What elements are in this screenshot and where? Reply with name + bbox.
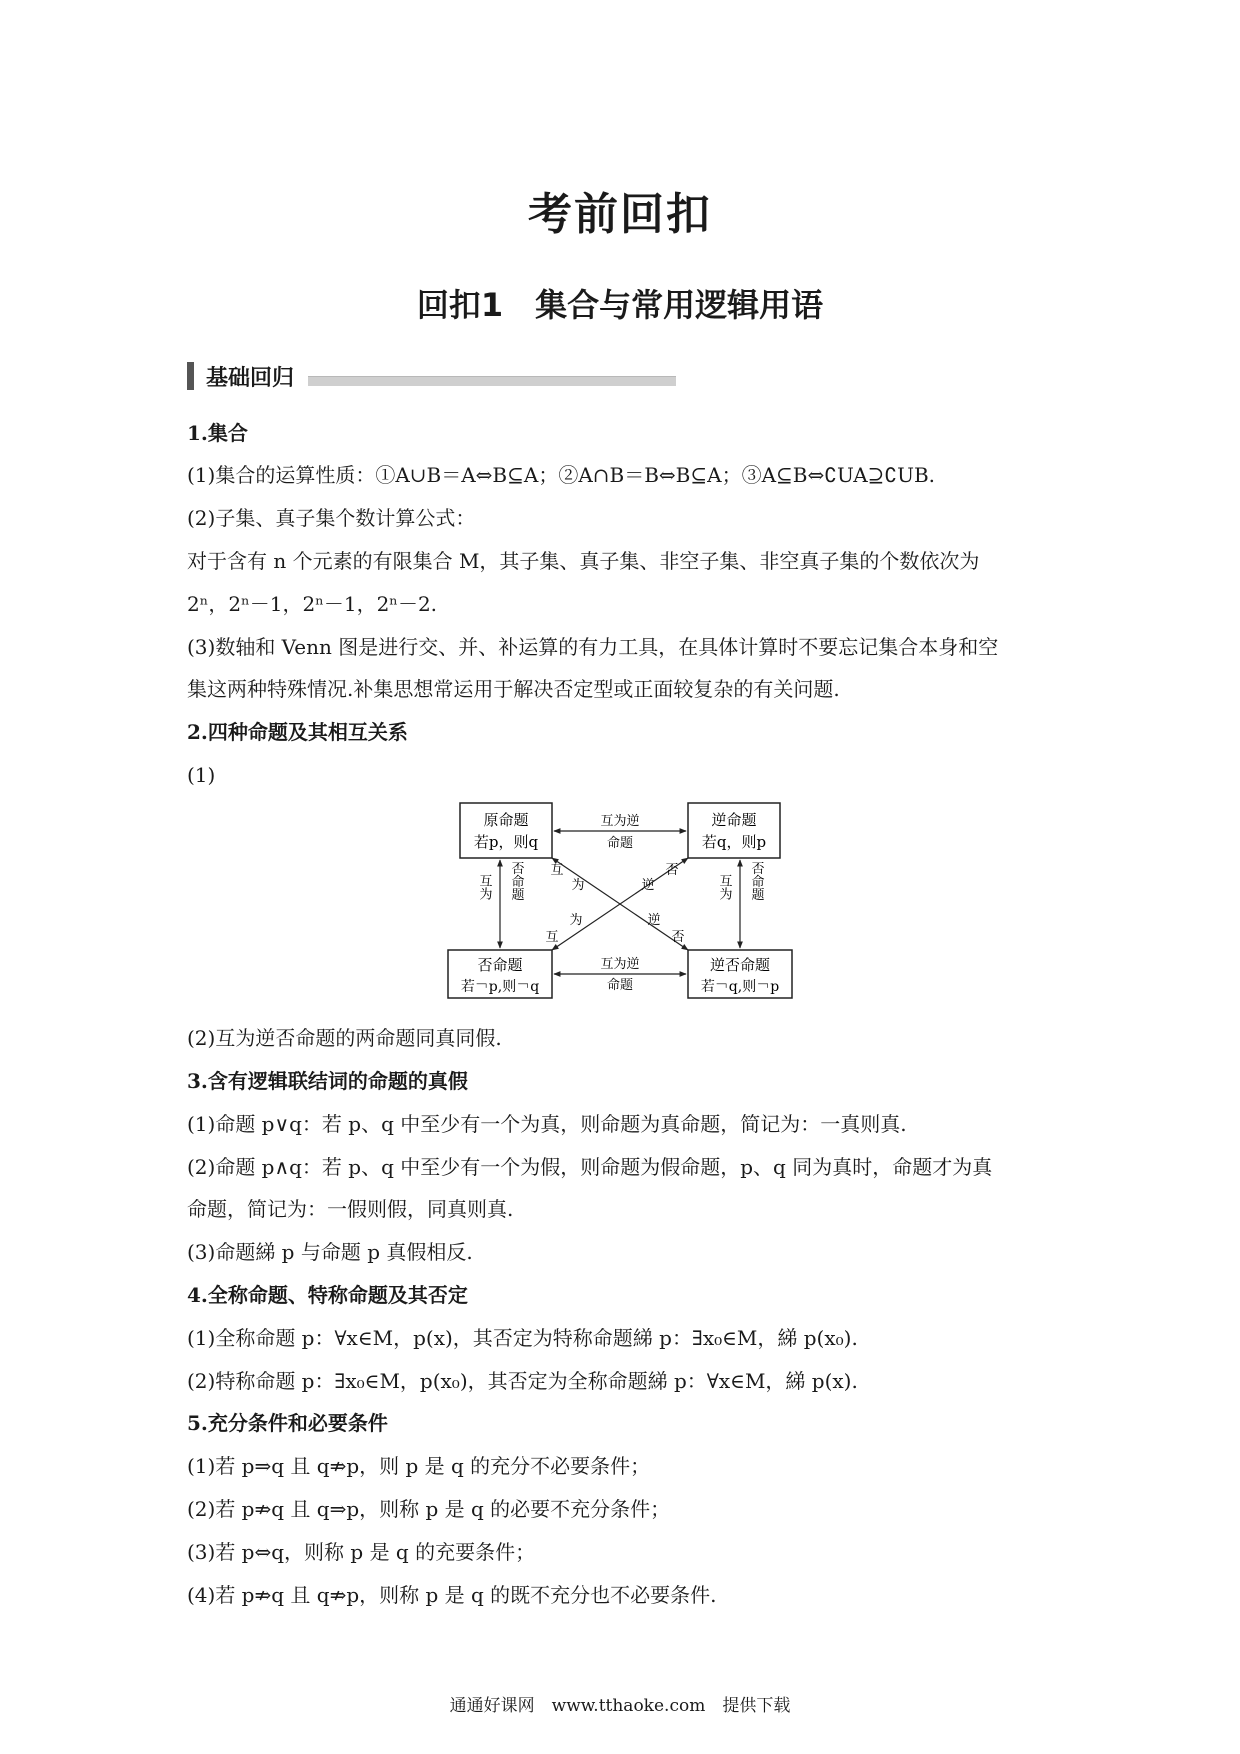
chapter-subtitle: 回扣1 集合与常用逻辑用语 [416, 286, 824, 324]
bottom-label-2: 命题 [606, 978, 634, 993]
right-inner-label: 否命题 [748, 861, 764, 901]
diag-upper-2: 为 [571, 878, 585, 893]
text-line: (3)数轴和 Venn 图是进行交、并、补运算的有力工具，在具体计算时不要忘记集合本身和空 [187, 635, 999, 659]
text-line: (3)命题綈 p 与命题 p 真假相反. [187, 1240, 473, 1264]
heading-four-propositions: 2.四种命题及其相互关系 [187, 720, 408, 744]
box-bl-line2: 若￢p,则￢q [460, 979, 540, 995]
box-tr-line2: 若q，则p [701, 833, 767, 851]
text-line: (4)若 p⇏q 且 q⇏p，则称 p 是 q 的既不充分也不必要条件. [187, 1583, 717, 1607]
text-line: (2)命题 p∧q：若 p、q 中至少有一个为假，则命题为假命题，p、q 同为真时，命题才为真 [187, 1155, 993, 1179]
text-line: (2)若 p⇏q 且 q⇒p，则称 p 是 q 的必要不充分条件； [187, 1497, 671, 1521]
text-line: 集这两种特殊情况.补集思想常运用于解决否定型或正面较复杂的有关问题. [187, 677, 840, 701]
heading-quantifiers: 4.全称命题、特称命题及其否定 [187, 1283, 468, 1307]
heading-logical-connectives: 3.含有逻辑联结词的命题的真假 [187, 1069, 468, 1093]
diag-upper-3: 逆 [641, 878, 655, 893]
diag-lower-1: 互 [545, 930, 559, 945]
text-line: 命题，简记为：一假则假，同真则真. [187, 1197, 514, 1221]
heading-sets: 1.集合 [187, 421, 248, 445]
text-line: (1)若 p⇒q 且 q⇏p，则 p 是 q 的充分不必要条件； [187, 1454, 651, 1478]
left-outer-label: 互为 [476, 874, 492, 900]
diag-lower-4: 否 [671, 930, 685, 945]
text-line: (2)子集、真子集个数计算公式： [187, 506, 476, 530]
box-tr-line1: 逆命题 [711, 811, 757, 829]
text-line: (1)集合的运算性质：①A∪B＝A⇔B⊆A；②A∩B＝B⇔B⊆A；③A⊆B⇔∁UA⊇∁UB. [187, 463, 936, 487]
box-bl-line1: 否命题 [477, 956, 523, 974]
box-tl-line1: 原命题 [483, 811, 529, 829]
heading-conditions: 5.充分条件和必要条件 [187, 1411, 388, 1435]
top-label-1: 互为逆 [600, 814, 640, 829]
text-line: 对于含有 n 个元素的有限集合 M，其子集、真子集、非空子集、非空真子集的个数依次为 [187, 549, 980, 573]
diag-upper-1: 互 [550, 863, 564, 878]
section-divider [308, 376, 676, 386]
text-line: (3)若 p⇔q，则称 p 是 q 的充要条件； [187, 1540, 536, 1564]
section-header [187, 361, 676, 391]
page-footer: 通通好课网 www.tthaoke.com 提供下载 [449, 1696, 791, 1716]
text-line: (2)互为逆否命题的两命题同真同假. [187, 1026, 502, 1050]
diag-lower-2: 为 [569, 913, 583, 928]
top-label-2: 命题 [606, 836, 634, 851]
left-inner-label: 否命题 [508, 861, 524, 901]
text-line: (1)命题 p∨q：若 p、q 中至少有一个为真，则命题为真命题，简记为：一真则真. [187, 1112, 907, 1136]
text-line: (1) [187, 763, 216, 787]
box-br-line2: 若￢q,则￢p [700, 979, 780, 995]
page-title: 考前回扣 [528, 189, 712, 240]
text-line: 2ⁿ，2ⁿ－1，2ⁿ－1，2ⁿ－2. [187, 592, 438, 616]
bottom-label-1: 互为逆 [600, 957, 640, 972]
text-line: (1)全称命题 p：∀x∈M，p(x)，其否定为特称命题綈 p：∃x₀∈M，綈 p(x₀). [187, 1326, 858, 1350]
diag-upper-4: 否 [665, 863, 679, 878]
section-label: 基础回归 [206, 365, 295, 391]
diag-lower-3: 逆 [647, 913, 661, 928]
right-outer-label: 互为 [716, 874, 732, 900]
proposition-relation-diagram [440, 795, 800, 1010]
box-tl-line2: 若p，则q [473, 833, 539, 851]
box-br-line1: 逆否命题 [709, 956, 771, 974]
text-line: (2)特称命题 p：∃x₀∈M，p(x₀)，其否定为全称命题綈 p：∀x∈M，綈 p(x). [187, 1369, 858, 1393]
section-marker [187, 362, 194, 390]
